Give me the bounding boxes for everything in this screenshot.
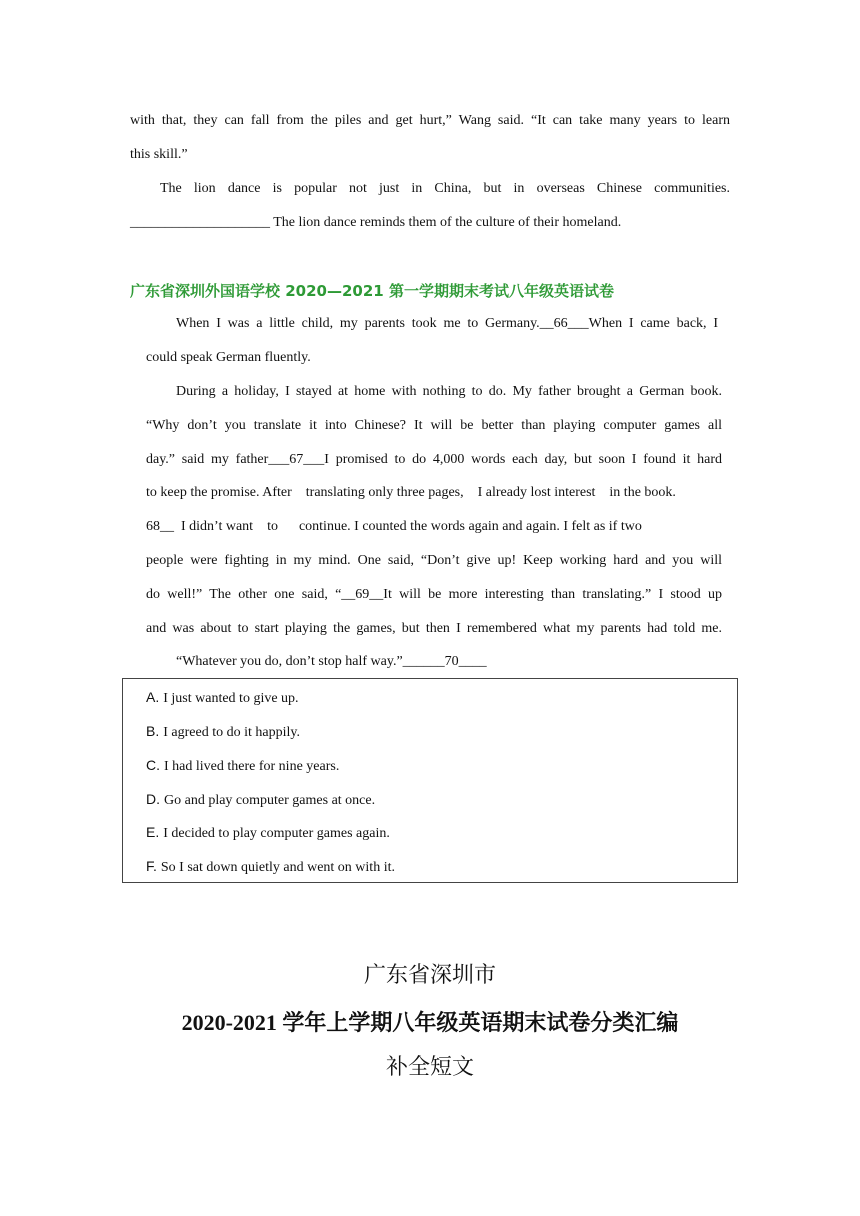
options-box [122,678,738,883]
option-a [146,687,299,709]
cover-title-main: 2020-2021 学年上学期八年级英语期末试卷分类汇编 [181,1010,679,1035]
prev-passage-line-2: this skill.” [130,147,188,162]
option-e [146,822,390,844]
prev-passage-line-4: ____________________ The lion dance reminds them of the culture of their homeland. [130,215,622,230]
option-d [146,789,375,811]
option-b [146,721,300,743]
option-letter: D. [146,791,160,807]
option-letter: B. [146,723,160,739]
option-c [146,755,339,777]
cover-title-region: 广东省深圳市 [363,963,496,988]
passage-line: could speak German fluently. [146,350,311,365]
passage-line: day.” said my father___67___I promised to do 4,000 words each day, but soon I found it hard [146,452,722,467]
passage-line: and was about to start playing the games, but then I remembered what my parents had told me. [146,621,722,636]
cover-title-topic: 补全短文 [385,1055,474,1080]
passage-line: When I was a little child, my parents took me to Germany.__66___When I came back, I [176,316,718,331]
option-text: I had lived there for nine years. [164,759,340,774]
option-text: I decided to play computer games again. [163,826,390,841]
prev-passage-line-1: with that, they can fall from the piles and get hurt,” Wang said. “It can take many years to learn [130,113,730,128]
option-letter: F. [146,858,157,874]
option-text: I agreed to do it happily. [163,725,300,740]
option-f [146,856,395,878]
passage-line: 68__ I didn’t want to continue. I counted the words again and again. I felt as if two [146,519,642,534]
option-text: So I sat down quietly and went on with it. [160,860,395,875]
passage-line: During a holiday, I stayed at home with nothing to do. My father brought a German book. [176,384,722,399]
passage-line: “Whatever you do, don’t stop half way.”______70____ [176,654,487,669]
section-heading: 广东省深圳外国语学校 2020—2021 第一学期期末考试八年级英语试卷 [130,282,614,300]
passage-line: people were fighting in my mind. One said, “Don’t give up! Keep working hard and you will [146,553,722,568]
option-text: Go and play computer games at once. [164,793,376,808]
option-letter: A. [146,689,160,705]
passage-line: “Why don’t you translate it into Chinese? It will be better than playing computer games all [146,418,722,433]
option-text: I just wanted to give up. [163,691,299,706]
prev-passage-line-3: The lion dance is popular not just in China, but in overseas Chinese communities. [160,181,730,196]
passage-line: to keep the promise. After translating only three pages, I already lost interest in the book. [146,485,676,500]
option-letter: C. [146,757,160,773]
option-letter: E. [146,824,160,840]
passage-line: do well!” The other one said, “__69__It will be more interesting than translating.” I stood up [146,587,722,602]
